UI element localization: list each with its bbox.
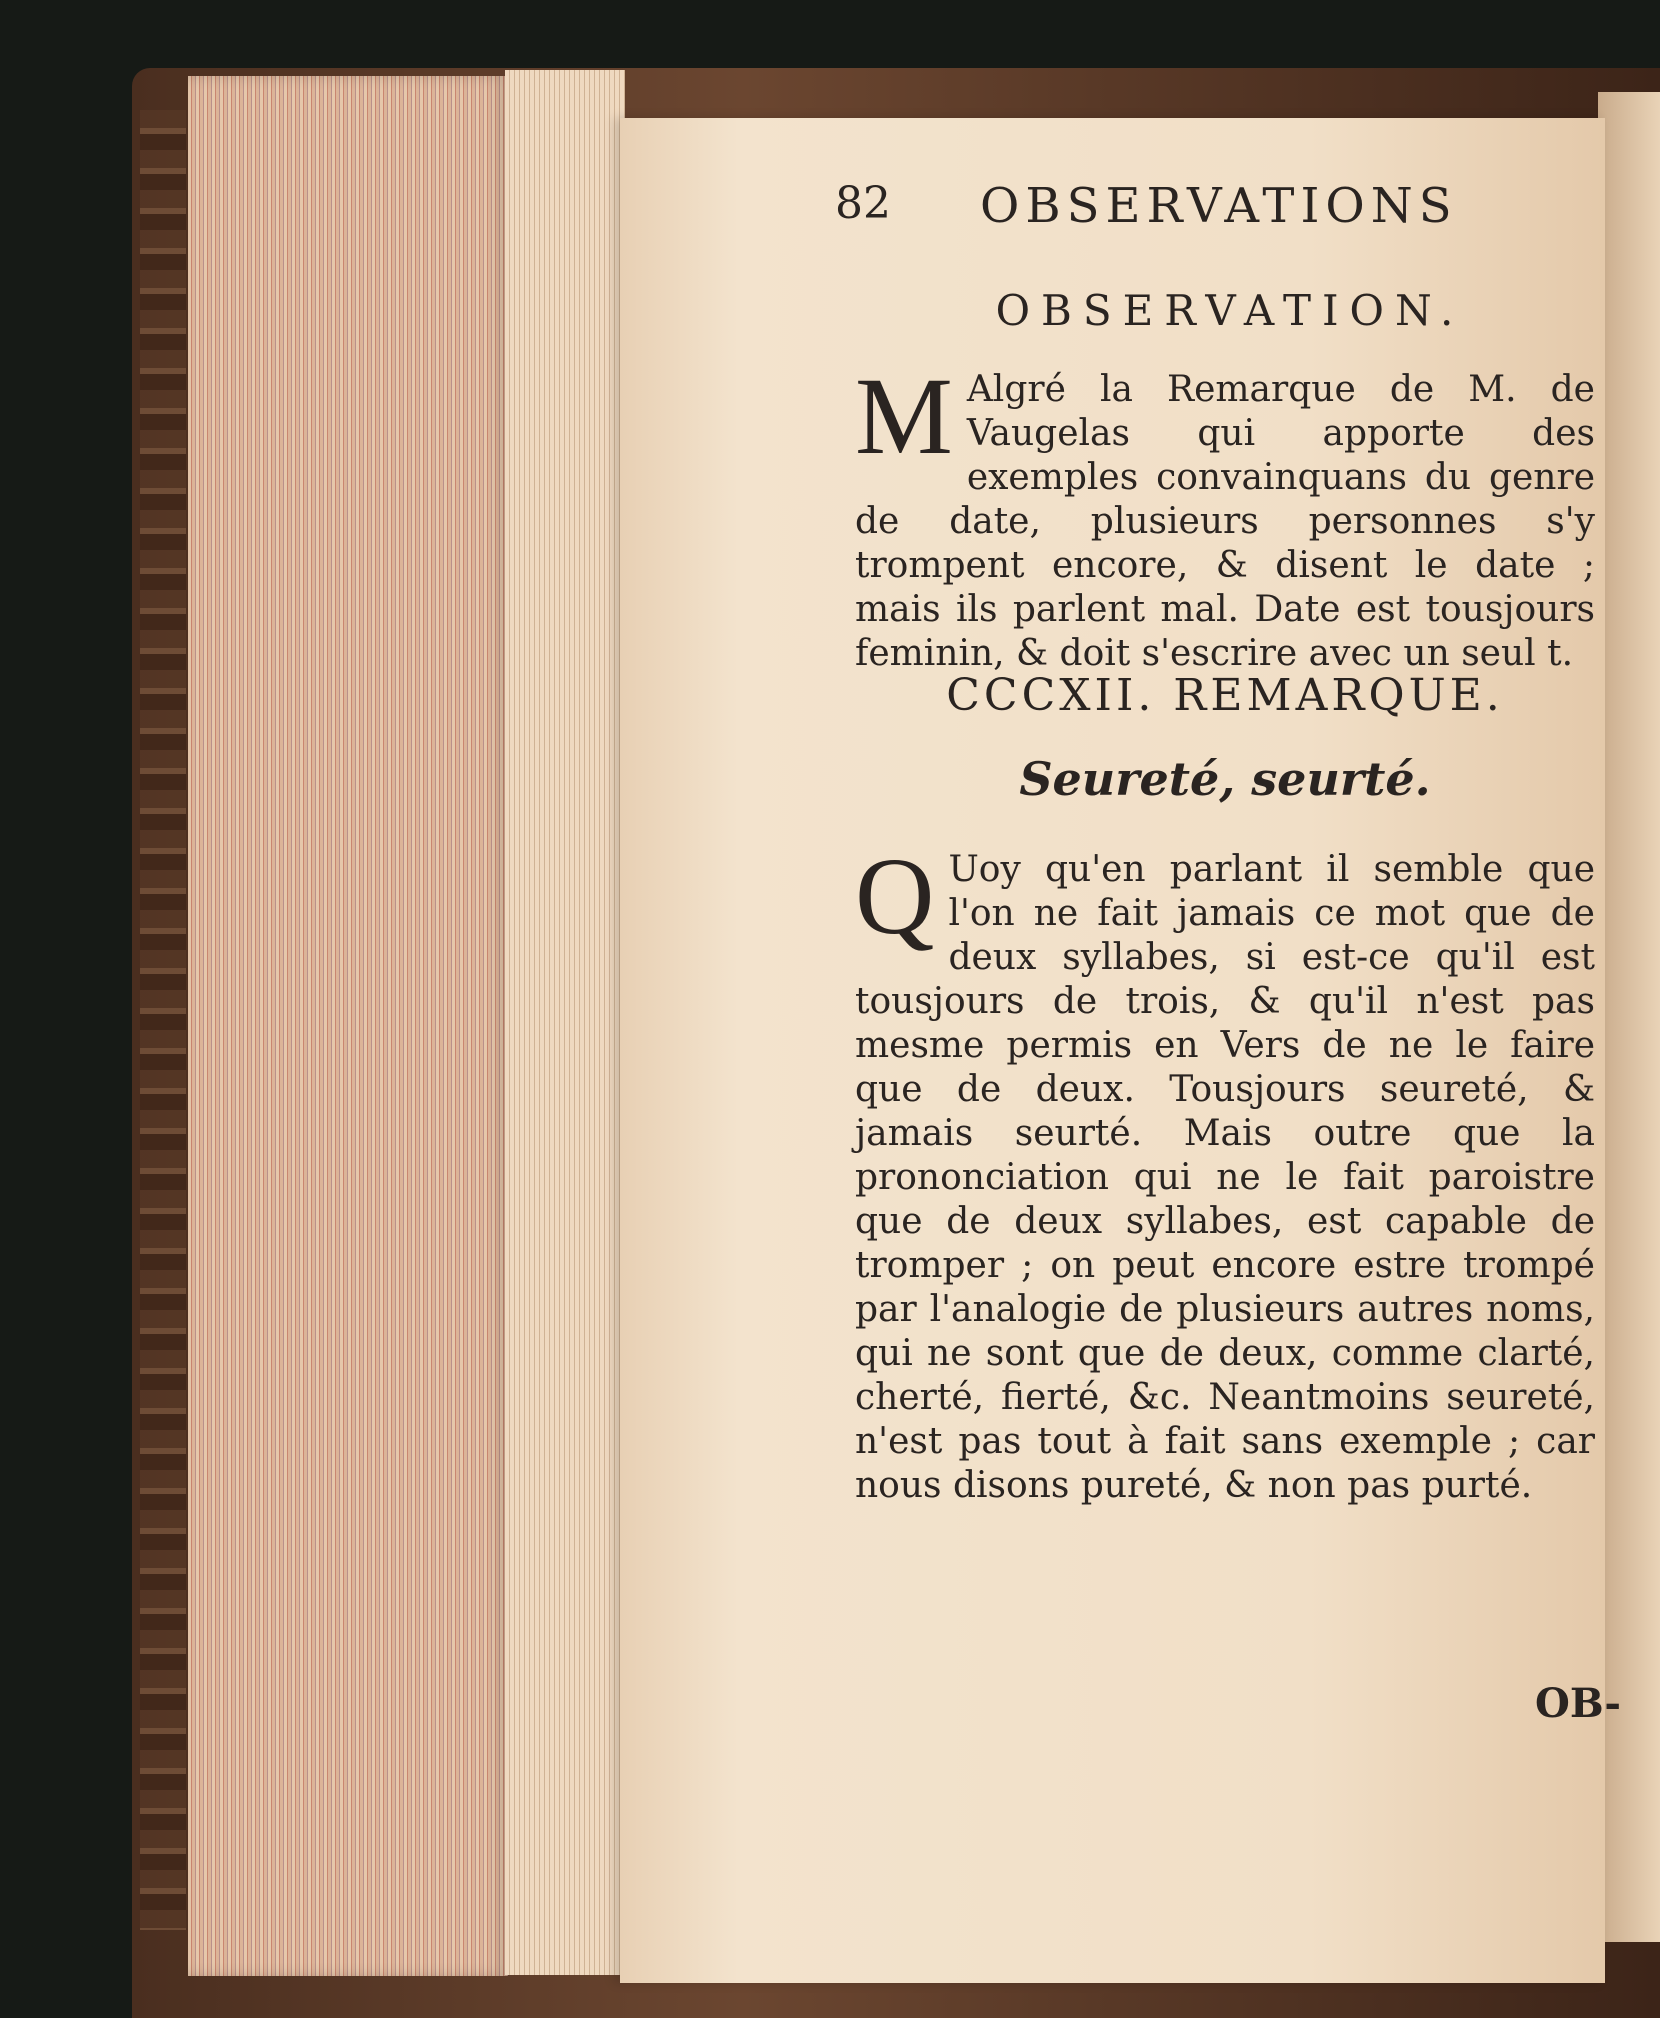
remarque-paragraph [855, 835, 1595, 1508]
observation-title: OBSERVATION. [995, 286, 1465, 335]
catchword: OB- [1535, 1680, 1621, 1727]
facing-page-edge [1598, 92, 1660, 1942]
remarque-text: Uoy qu'en parlant il semble que l'on ne fait jamais ce mot que de deux syllabes, si est-ce qu'il est tousjours de trois, & qu'il n'est pas mesme permis en Vers de ne le faire que de deux. Tousjours seureté, & jamais seurté. Mais outre que la prononciation qui ne le fait paroistre que de deux syllabes, est capable de tromper ; on peut encore estre trompé par l'analogie de plusieurs autres noms, qui ne sont que de deux, comme clarté, cherté, fierté, &c. Neantmoins seureté, n'est pas tout à fait sans exemple ; car nous disons pureté, & non pas purté. [855, 849, 1595, 1506]
dropcap-m: M [855, 355, 953, 477]
leather-spine [140, 110, 186, 1930]
remarque-subtitle: Seureté, seurté. [1019, 752, 1431, 806]
page-edges [188, 76, 508, 1976]
observation-text: Algré la Remarque de M. de Vaugelas qui apporte des exemples convainquans du genre de date, plusieurs personnes s'y trompent encore, & disent le date ; mais ils parlent mal. Date est tousjours feminin, & doit s'escrire avec un seul t. [855, 369, 1595, 674]
dropcap-q: Q [855, 835, 935, 957]
observation-paragraph [855, 355, 1595, 676]
page-stack [505, 70, 625, 1975]
page-header [835, 178, 1458, 238]
remarque-title: CCCXII. REMARQUE. [946, 670, 1504, 721]
page-number: 82 [835, 178, 891, 229]
running-head: OBSERVATIONS [980, 178, 1458, 234]
